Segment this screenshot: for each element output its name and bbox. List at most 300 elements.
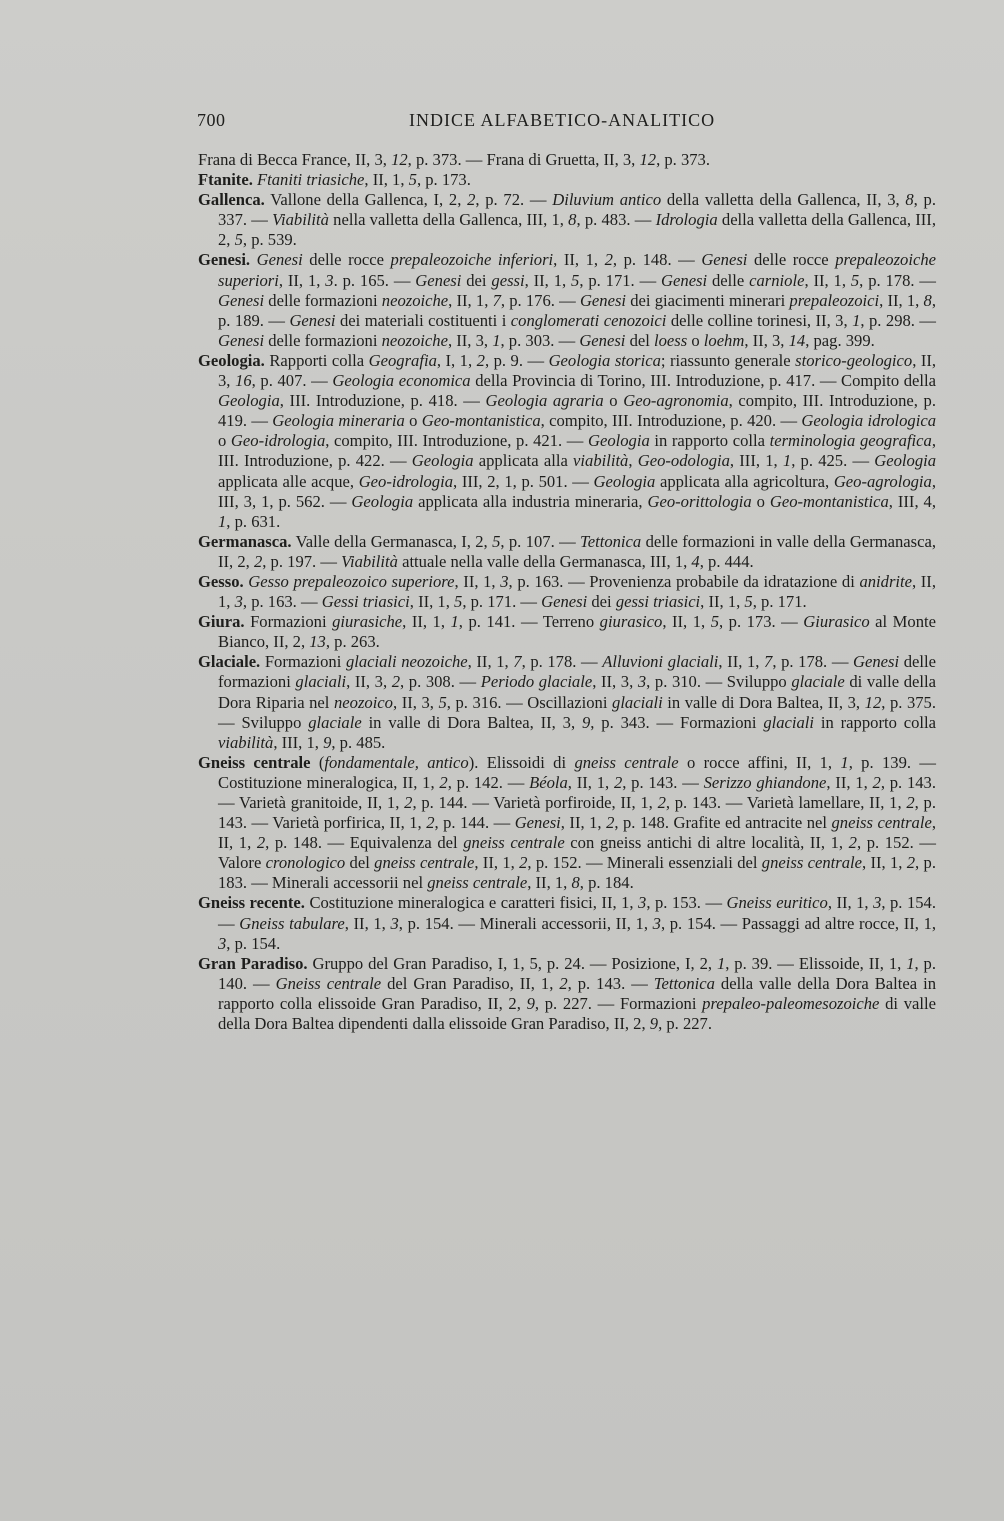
- entry-text: , II, 1,: [879, 290, 924, 310]
- italic-term: neozoiche: [381, 290, 449, 310]
- italic-term: storico-geologico: [795, 350, 913, 370]
- entry-text: , II, 1,: [567, 772, 614, 792]
- italic-term: cronologico: [265, 853, 346, 873]
- italic-term: 1: [782, 451, 792, 471]
- italic-term: 5: [492, 531, 501, 551]
- italic-term: 2: [613, 772, 623, 792]
- italic-term: Genesi: [661, 270, 708, 290]
- italic-term: 2: [467, 190, 476, 210]
- italic-term: 12: [864, 692, 882, 712]
- entry-text: , II, 1,: [344, 913, 391, 933]
- entry-text: , compito, III. Introduzione, p. 419. —: [218, 391, 937, 431]
- entry-text: , II, 1,: [553, 250, 605, 270]
- entry-text: ). Elissoidi di: [468, 752, 575, 772]
- entry-text: delle formazioni in valle della Germanasca, II, 2,: [218, 531, 936, 571]
- entry-text: , II, 1,: [524, 270, 572, 290]
- italic-term: giurasiche: [332, 612, 403, 632]
- entry-text: o: [218, 431, 231, 451]
- italic-term: 14: [788, 330, 806, 350]
- entry-text: , p. 178. —: [772, 652, 854, 672]
- entry-text: , II, 1,: [662, 612, 711, 632]
- entry-text: , II, 1,: [827, 893, 874, 913]
- entry-text: , p. 163. —: [242, 592, 322, 612]
- italic-term: glaciali: [763, 712, 815, 732]
- italic-term: 5: [408, 170, 417, 190]
- entry-text: , II, 1,: [700, 592, 745, 612]
- italic-term: fondamentale, antico: [324, 752, 469, 772]
- entry-text: , p. 375. — Sviluppo: [218, 692, 936, 732]
- italic-term: 13: [309, 632, 326, 652]
- entry-text: nella valletta della Gallenca, III, 1,: [328, 210, 569, 230]
- italic-term: 9: [582, 712, 591, 732]
- italic-term: viabilità: [218, 732, 274, 752]
- entry-text: , compito, III. Introduzione, p. 420. —: [540, 411, 802, 431]
- entry-text: Formazioni: [260, 652, 346, 672]
- entry-headword: Geologia.: [198, 350, 265, 370]
- entry-text: , p. 171. —: [579, 270, 662, 290]
- entry-text: dei materiali costituenti i: [335, 310, 511, 330]
- italic-term: 8: [571, 873, 580, 893]
- entry-text: , II, 1,: [278, 270, 326, 290]
- italic-term: Gneiss centrale: [275, 973, 382, 993]
- index-entry: [198, 351, 936, 532]
- italic-term: 5: [234, 230, 243, 250]
- entry-text: Frana di Becca France, II, 3,: [198, 150, 392, 169]
- italic-term: Genesi: [853, 652, 900, 672]
- italic-term: Béola: [529, 772, 568, 792]
- entry-headword: Gesso.: [198, 571, 244, 591]
- entry-text: , II, 1,: [467, 652, 514, 672]
- italic-term: 2: [906, 793, 915, 812]
- entry-text: dei: [587, 592, 616, 612]
- entry-text: , p. 143. — Varietà lamellare, II, 1,: [665, 793, 907, 812]
- entry-text: , p. 189. —: [218, 290, 936, 330]
- entry-text: , p. 176. —: [500, 290, 580, 310]
- entry-headword: Gneiss recente.: [198, 893, 305, 913]
- entry-text: , p. 303. —: [500, 330, 580, 350]
- entry-text: , p. 140. —: [218, 953, 937, 993]
- italic-term: prepaleozoiche superiori: [218, 250, 936, 290]
- entry-text: al Monte Bianco, II, 2,: [218, 612, 936, 652]
- entry-text: , p. 631.: [226, 511, 281, 531]
- italic-term: Genesi: [415, 270, 462, 290]
- italic-term: 2: [439, 772, 448, 792]
- entry-text: , p. 153. —: [646, 893, 727, 913]
- entry-text: , p. 485.: [331, 732, 386, 752]
- entry-text: delle rocce: [747, 250, 836, 270]
- italic-term: Geologia economica: [332, 371, 471, 391]
- index-entry: [198, 954, 936, 1034]
- entry-text: , p. 197. —: [262, 551, 342, 571]
- entry-text: , p. 171. —: [462, 592, 542, 612]
- italic-term: 3: [390, 913, 399, 933]
- italic-term: terminologia geografica: [769, 431, 932, 451]
- entry-text: , p. 227. — Formazioni: [534, 993, 703, 1013]
- italic-term: 3: [873, 893, 882, 913]
- italic-term: Geo-idrologia: [358, 471, 454, 491]
- italic-term: 1: [906, 953, 915, 973]
- italic-term: Ftaniti triasiche: [257, 170, 365, 190]
- entry-text: Vallone della Gallenca, I, 2,: [264, 190, 468, 210]
- entry-text: Valle della Germanasca, I, 2,: [291, 531, 493, 551]
- italic-term: Geo-agrologia: [833, 471, 932, 491]
- index-entry: [198, 893, 936, 953]
- italic-term: Geo-orittologia: [647, 491, 752, 511]
- italic-term: Genesi: [289, 310, 336, 330]
- italic-term: 3: [637, 672, 647, 692]
- entry-text: , p. 178. —: [859, 270, 937, 290]
- italic-term: Geologia agraria: [485, 391, 604, 411]
- italic-term: 3: [500, 571, 509, 591]
- entry-text: applicata alle acque,: [218, 471, 359, 491]
- italic-term: 2: [606, 813, 615, 833]
- entry-text: , p. 483. —: [576, 210, 656, 230]
- entry-text: , p. 142. —: [447, 772, 530, 792]
- entry-text: della valle della Dora Baltea in rapporto colla elissoide Gran Paradiso, II, 2,: [218, 973, 936, 1013]
- entry-text: , p. 152. — Minerali essenziali del: [527, 853, 762, 873]
- index-entry: [198, 572, 936, 612]
- italic-term: neozoiche: [381, 330, 448, 350]
- entry-text: Gruppo del Gran Paradiso, I, 1, 5, p. 24. — Posizione, I, 2,: [307, 953, 717, 973]
- entry-text: , p. 154. — Passaggi ad altre rocce, II, 1,: [660, 913, 937, 933]
- entry-text: , p. 144. —: [434, 813, 515, 833]
- italic-term: 12: [391, 150, 408, 169]
- entry-text: , p. 178. —: [521, 652, 603, 672]
- italic-term: Geologia: [411, 451, 474, 471]
- entry-text: applicata alla agricoltura,: [655, 471, 834, 491]
- entry-text: , III, 1,: [273, 732, 324, 752]
- entry-text: , p. 143. —: [567, 973, 654, 993]
- italic-term: 9: [526, 993, 535, 1013]
- italic-term: 7: [492, 290, 501, 310]
- page-number: 700: [197, 110, 226, 130]
- entry-text: delle formazioni: [264, 290, 382, 310]
- italic-term: conglomerati cenozoici: [510, 310, 667, 330]
- entry-text: dei giacimenti minerari: [626, 290, 790, 310]
- running-title: INDICE ALFABETICO-ANALITICO: [409, 110, 716, 130]
- italic-term: Alluvioni glaciali: [602, 652, 719, 672]
- italic-term: gessi: [491, 270, 525, 290]
- entry-text: o: [687, 330, 704, 350]
- entry-text: , p. 184.: [579, 873, 634, 893]
- entry-text: delle formazioni: [264, 330, 382, 350]
- entry-text: , II, 1,: [218, 813, 936, 853]
- italic-term: Geo-montanistica: [421, 411, 541, 431]
- italic-term: 2: [848, 833, 857, 853]
- entry-text: . p. 165. —: [333, 270, 416, 290]
- entry-text: ; riassunto generale: [660, 350, 796, 370]
- index-entry: [198, 652, 936, 752]
- italic-term: Gessi triasici: [321, 592, 410, 612]
- entry-text: , p. 72. —: [475, 190, 553, 210]
- entry-text: , II, 3,: [392, 692, 439, 712]
- italic-term: glaciale: [791, 672, 845, 692]
- entry-text: , p. 263.: [325, 632, 380, 652]
- italic-term: 9: [649, 1014, 659, 1034]
- italic-term: Genesi: [256, 250, 303, 270]
- italic-term: loess: [654, 330, 688, 350]
- entry-text: con gneiss antichi di altre località, II, 1,: [564, 833, 849, 853]
- italic-term: 5: [438, 692, 447, 712]
- entry-text: , p. 152. — Valore: [218, 833, 936, 873]
- entry-headword: Gneiss centrale: [198, 752, 311, 772]
- italic-term: 4: [691, 551, 700, 571]
- entry-text: in valle di Dora Baltea, II, 3,: [662, 692, 865, 712]
- entry-text: , II, 1,: [218, 571, 936, 612]
- italic-term: Geografia: [368, 350, 437, 370]
- entry-text: , II, 1,: [448, 290, 493, 310]
- italic-term: 2: [256, 833, 266, 853]
- entry-text: , II, 1,: [527, 873, 572, 893]
- italic-term: viabilità: [573, 451, 629, 471]
- entry-text: , p. 141. — Terreno: [458, 612, 600, 632]
- italic-term: prepaleo-paleomesozoiche: [702, 993, 880, 1013]
- italic-term: neozoico: [333, 692, 393, 712]
- entry-headword: Giura.: [198, 612, 245, 632]
- entry-headword: Ftanite.: [198, 170, 253, 190]
- italic-term: Diluvium antico: [552, 190, 662, 210]
- italic-term: gneiss centrale: [574, 752, 679, 772]
- italic-term: 2: [391, 672, 401, 692]
- italic-term: gessi triasici: [615, 592, 701, 612]
- italic-term: gneiss centrale: [374, 853, 475, 873]
- italic-term: Tettonica: [580, 531, 642, 551]
- italic-term: 2: [872, 772, 881, 792]
- index-entry: [198, 250, 936, 350]
- italic-term: Gesso prepaleozoico superiore: [248, 571, 455, 591]
- entry-text: in rapporto colla: [814, 712, 936, 732]
- entry-headword: Gallenca.: [198, 190, 265, 210]
- entry-text: del: [345, 853, 375, 873]
- entry-text: delle rocce: [302, 250, 391, 270]
- entry-text: , p. 444.: [699, 551, 754, 571]
- italic-term: 2: [426, 813, 435, 833]
- index-entry: [198, 612, 936, 652]
- italic-term: Geo-montanistica: [769, 491, 889, 511]
- entry-text: , p. 171.: [752, 592, 807, 612]
- italic-term: anidrite: [859, 571, 912, 591]
- entry-text: delle formazioni: [218, 652, 936, 692]
- entry-text: Formazioni: [244, 612, 333, 632]
- index-body: [198, 150, 936, 1034]
- entry-text: applicata alla: [473, 451, 574, 471]
- entry-text: , II, 1,: [454, 571, 501, 591]
- entry-text: , p. 39. — Elissoide, II, 1,: [725, 953, 907, 973]
- italic-term: Idrologia: [655, 210, 718, 230]
- entry-text: , p. 308. —: [400, 672, 481, 692]
- italic-term: 8: [923, 290, 932, 310]
- entry-text: Costituzione mineralogica e caratteri fisici, II, 1,: [304, 893, 639, 913]
- entry-text: , p. 343. — Formazioni: [590, 712, 764, 732]
- entry-text: , p. 154. — Minerali accessorii, II, 1,: [398, 913, 653, 933]
- italic-term: Geologia: [593, 471, 656, 491]
- entry-text: (: [310, 752, 325, 772]
- italic-term: 1: [840, 752, 849, 772]
- italic-term: glaciale: [308, 712, 362, 732]
- italic-term: 5: [744, 592, 753, 612]
- entry-headword: Germanasca.: [198, 531, 292, 551]
- italic-term: 2: [604, 250, 613, 270]
- entry-text: , p. 143. —: [622, 772, 704, 792]
- italic-term: 3: [218, 933, 227, 953]
- entry-text: , III, 4,: [888, 491, 936, 511]
- entry-text: , II, 1,: [861, 853, 907, 873]
- entry-text: , p. 183. — Minerali accessorii nel: [218, 853, 936, 893]
- entry-text: , p. 227.: [658, 1014, 712, 1034]
- italic-term: Gneiss euritico: [726, 893, 828, 913]
- entry-text: , II, 3,: [592, 672, 638, 692]
- italic-term: Viabilità: [341, 551, 398, 571]
- italic-term: Genesi: [701, 250, 748, 270]
- italic-term: carniole: [749, 270, 805, 290]
- italic-term: 3: [325, 270, 334, 290]
- entry-text: delle colline torinesi, II, 3,: [666, 310, 853, 330]
- italic-term: 1: [492, 330, 501, 350]
- italic-term: Geologia: [587, 431, 650, 451]
- italic-term: gneiss centrale: [463, 833, 565, 853]
- index-entry: [198, 170, 936, 190]
- italic-term: Viabilità: [272, 210, 329, 230]
- entry-text: , compito, III. Introduzione, p. 421. —: [325, 431, 588, 451]
- italic-term: glaciali: [612, 692, 663, 712]
- italic-term: 5: [850, 270, 860, 290]
- italic-term: 2: [559, 973, 568, 993]
- italic-term: 7: [764, 652, 773, 672]
- entry-headword: Gran Paradiso.: [198, 953, 308, 973]
- entry-text: , III, 3, 1, p. 562. —: [218, 471, 936, 511]
- entry-text: , II, 1,: [402, 612, 451, 632]
- italic-term: glaciali neozoiche: [345, 652, 468, 672]
- entry-text: , p. 9. —: [484, 350, 549, 370]
- entry-text: , p. 154.: [226, 933, 281, 953]
- italic-term: 5: [710, 612, 719, 632]
- entry-headword: Genesi.: [198, 250, 251, 270]
- italic-term: 2: [519, 853, 528, 873]
- italic-term: glaciali: [295, 672, 347, 692]
- italic-term: 16: [235, 371, 252, 391]
- entry-text: , p. 139. — Costituzione mineralogica, II, 1,: [218, 752, 936, 792]
- entry-text: , II, 1,: [826, 772, 873, 792]
- italic-term: Geologia storica: [548, 350, 661, 370]
- italic-term: 5: [571, 270, 580, 290]
- entry-text: , p. 539.: [242, 230, 297, 250]
- italic-term: Geologia: [351, 491, 414, 511]
- entry-text: dei: [461, 270, 492, 290]
- italic-term: 9: [323, 732, 332, 752]
- index-entry: [198, 190, 936, 250]
- italic-term: Geo-odologia: [637, 451, 730, 471]
- entry-text: della valletta della Gallenca, II, 3,: [661, 190, 906, 210]
- entry-text: o: [404, 411, 422, 431]
- entry-text: , p. 143. — Varietà granitoide, II, 1,: [218, 772, 937, 812]
- entry-text: o: [751, 491, 770, 511]
- entry-headword: Glaciale.: [198, 652, 261, 672]
- italic-term: Geo-idrologia: [230, 431, 326, 451]
- entry-text: o rocce affini, II, 1,: [678, 752, 841, 772]
- italic-term: 7: [513, 652, 522, 672]
- italic-term: 2: [906, 853, 916, 873]
- italic-term: gneiss centrale: [831, 813, 932, 833]
- entry-text: applicata alla industria mineraria,: [413, 491, 648, 511]
- italic-term: prepaleozoici: [789, 290, 880, 310]
- entry-text: , p. 298. —: [860, 310, 936, 330]
- italic-term: Genesi: [218, 330, 265, 350]
- italic-term: 3: [652, 913, 661, 933]
- italic-term: 12: [639, 150, 657, 169]
- entry-text: del Gran Paradiso, II, 1,: [381, 973, 560, 993]
- entry-text: , II, 1,: [364, 170, 409, 190]
- entry-text: , p. 407. —: [251, 371, 333, 391]
- entry-text: , p. 163. — Provenienza probabile da idratazione di: [508, 571, 860, 591]
- entry-text: Rapporti colla: [264, 350, 369, 370]
- entry-text: , II, 1,: [804, 270, 851, 290]
- italic-term: loehm: [703, 330, 745, 350]
- italic-term: giurasico: [599, 612, 663, 632]
- entry-text: , p. 373. — Frana di Gruetta, II, 3,: [407, 150, 640, 169]
- index-entry: [198, 150, 936, 170]
- entry-text: , II, 1,: [409, 592, 455, 612]
- italic-term: Geologia idrologica: [801, 411, 936, 431]
- italic-term: 1: [450, 612, 459, 632]
- entry-text: , II, 1,: [560, 813, 607, 833]
- italic-term: Geologia: [218, 391, 280, 411]
- entry-text: , p. 373.: [656, 150, 710, 169]
- entry-text: , II, 1,: [718, 652, 765, 672]
- italic-term: Geologia: [874, 451, 937, 471]
- entry-text: di valle della Dora Baltea dipendenti dalla elissoide Gran Paradiso, II, 2,: [218, 993, 936, 1034]
- italic-term: Genesi: [579, 290, 627, 310]
- italic-term: Periodo glaciale: [480, 672, 593, 692]
- entry-text: , II, 3,: [447, 330, 493, 350]
- italic-term: Genesi: [514, 813, 561, 833]
- italic-term: 5: [454, 592, 463, 612]
- entry-text: , II, 3,: [346, 672, 392, 692]
- italic-term: 2: [476, 350, 485, 370]
- entry-text: in valle di Dora Baltea, II, 3,: [361, 712, 582, 732]
- italic-term: 1: [218, 511, 227, 531]
- entry-text: , p. 173. —: [718, 612, 804, 632]
- italic-term: 8: [905, 190, 914, 210]
- entry-text: , p. 337. —: [218, 190, 936, 230]
- entry-text: ,: [628, 451, 638, 471]
- entry-text: , III, 2, 1, p. 501. —: [453, 471, 594, 491]
- italic-term: Genesi: [579, 330, 626, 350]
- entry-text: , III, 1,: [729, 451, 783, 471]
- italic-term: Genesi: [218, 290, 265, 310]
- italic-term: gneiss centrale: [761, 853, 862, 873]
- italic-term: 8: [568, 210, 577, 230]
- italic-term: 2: [253, 551, 263, 571]
- entry-text: , p. 144. — Varietà porfiroide, II, 1,: [412, 793, 658, 812]
- entry-text: della Provincia di Torino, III. Introduzione, p. 417. — Compito della: [470, 371, 936, 391]
- italic-term: Gneiss tabulare: [239, 913, 345, 933]
- entry-text: , II, 1,: [474, 853, 520, 873]
- entry-text: , I, 1,: [436, 350, 477, 370]
- entry-text: , p. 148. —: [612, 250, 702, 270]
- entry-text: della valletta della Gallenca, III, 2,: [218, 210, 936, 250]
- entry-text: , II, 3,: [218, 350, 937, 391]
- italic-term: 3: [234, 592, 243, 612]
- italic-term: Geo-agronomia: [623, 391, 729, 411]
- entry-text: , p. 154. —: [218, 893, 936, 933]
- entry-text: , III. Introduzione, p. 418. —: [279, 391, 486, 411]
- entry-text: , p. 107. —: [500, 531, 581, 551]
- entry-text: delle: [707, 270, 750, 290]
- italic-term: Geologia mineraria: [272, 411, 405, 431]
- italic-term: Giurasico: [803, 612, 870, 632]
- italic-term: Serizzo ghiandone: [703, 772, 827, 792]
- index-entry: [198, 532, 936, 572]
